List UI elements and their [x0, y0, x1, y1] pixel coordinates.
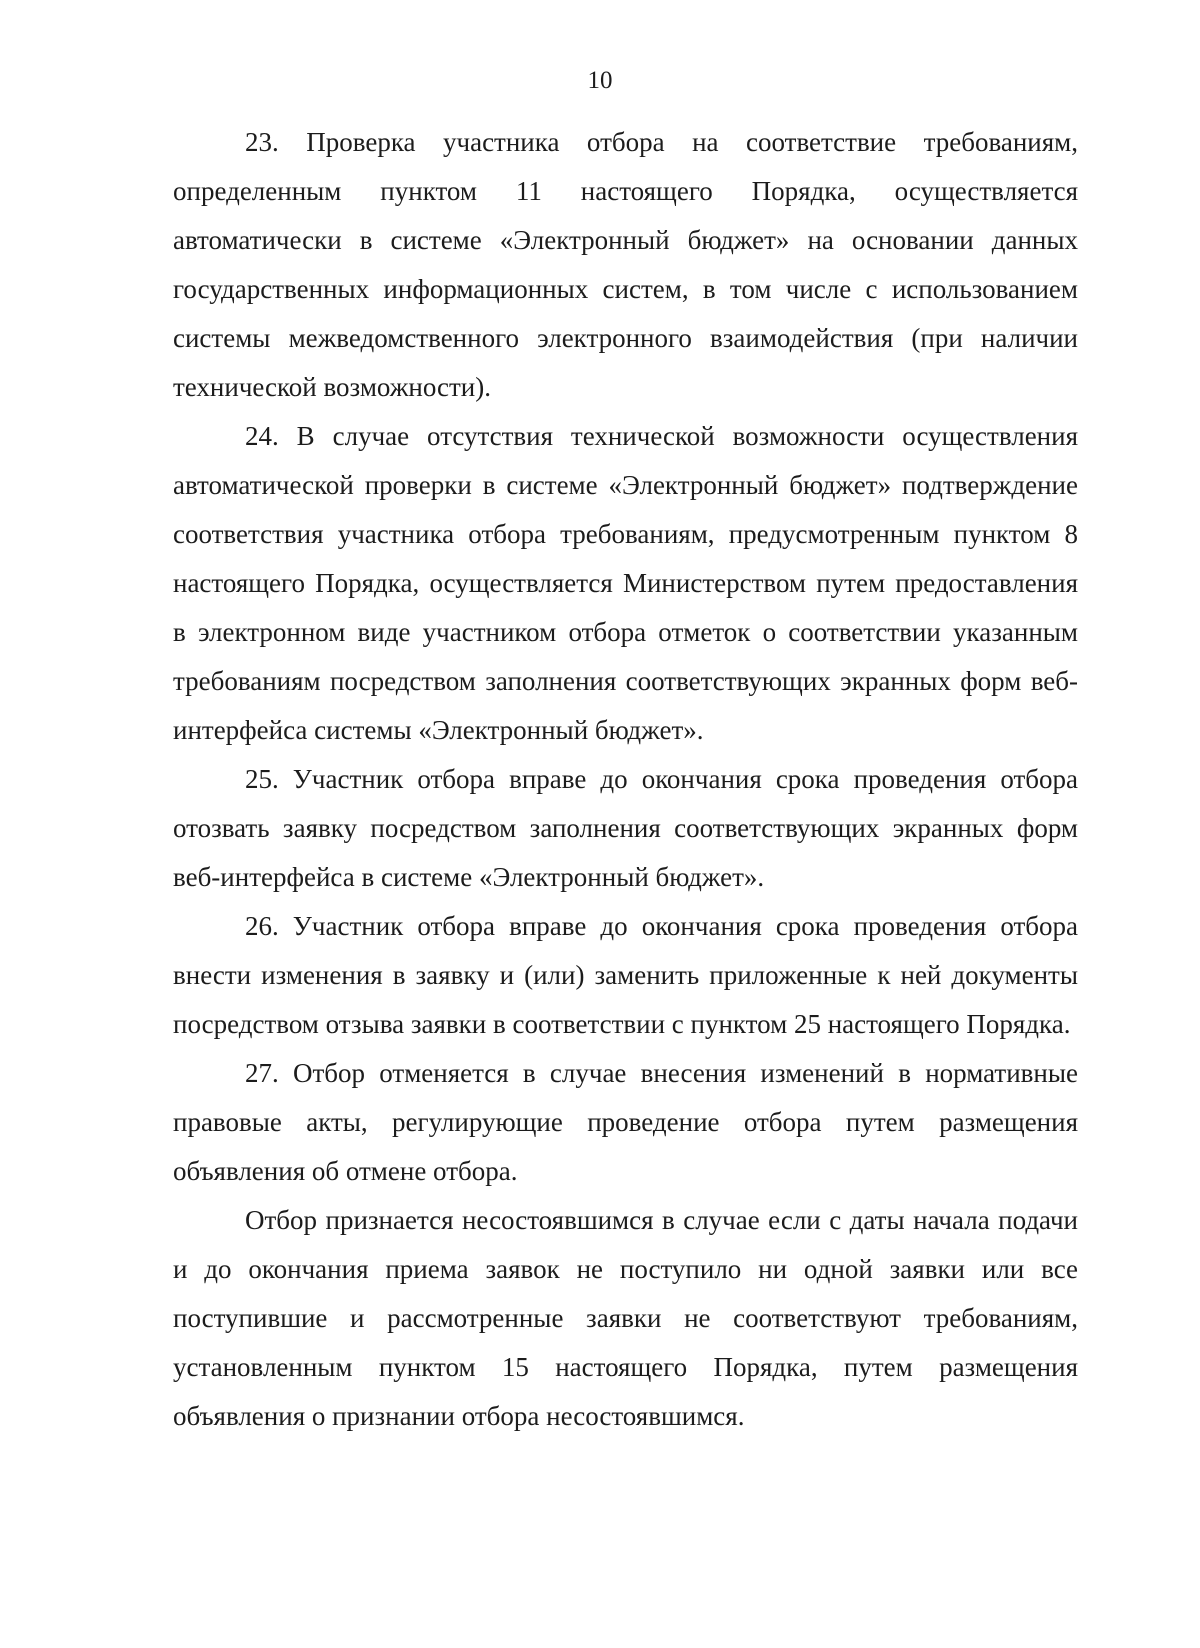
paragraph-26: 26. Участник отбора вправе до окончания срока проведения отбора внести изменения в заявку и (или) заменить приложенные к ней документы посредством отзыва заявки в соответствии с пунктом 25 настоящего Порядка.: [173, 911, 1078, 1039]
paragraph-25: 25. Участник отбора вправе до окончания срока проведения отбора отозвать заявку посредством заполнения соответствующих экранных форм веб-интерфейса в системе «Электронный бюджет».: [173, 764, 1078, 892]
paragraph-24: 24. В случае отсутствия технической возможности осуществления автоматической проверки в системе «Электронный бюджет» подтверждение соответствия участника отбора требованиям, предусмотренным пунктом 8 настоящего Порядка, осуществляется Министерством путем предоставления в электронном виде участником отбора отметок о соответствии указанным требованиям посредством заполнения соответствующих экранных форм веб-интерфейса системы «Электронный бюджет».: [173, 421, 1078, 745]
page-number: 10: [587, 67, 613, 94]
paragraph-27: 27. Отбор отменяется в случае внесения изменений в нормативные правовые акты, регулирующие проведение отбора путем размещения объявления об отмене отбора.: [173, 1058, 1078, 1186]
paragraph-23: 23. Проверка участника отбора на соответствие требованиям, определенным пунктом 11 настоящего Порядка, осуществляется автоматически в системе «Электронный бюджет» на основании данных государственных информационных систем, в том числе с использованием системы межведомственного электронного взаимодействия (при наличии технической возможности).: [173, 127, 1078, 402]
paragraph-27-continuation: Отбор признается несостоявшимся в случае если с даты начала подачи и до окончания приема заявок не поступило ни одной заявки или все поступившие и рассмотренные заявки не соответствуют требованиям, установленным пунктом 15 настоящего Порядка, путем размещения объявления о признании отбора несостоявшимся.: [173, 1205, 1078, 1431]
document-body: [173, 118, 1078, 1441]
